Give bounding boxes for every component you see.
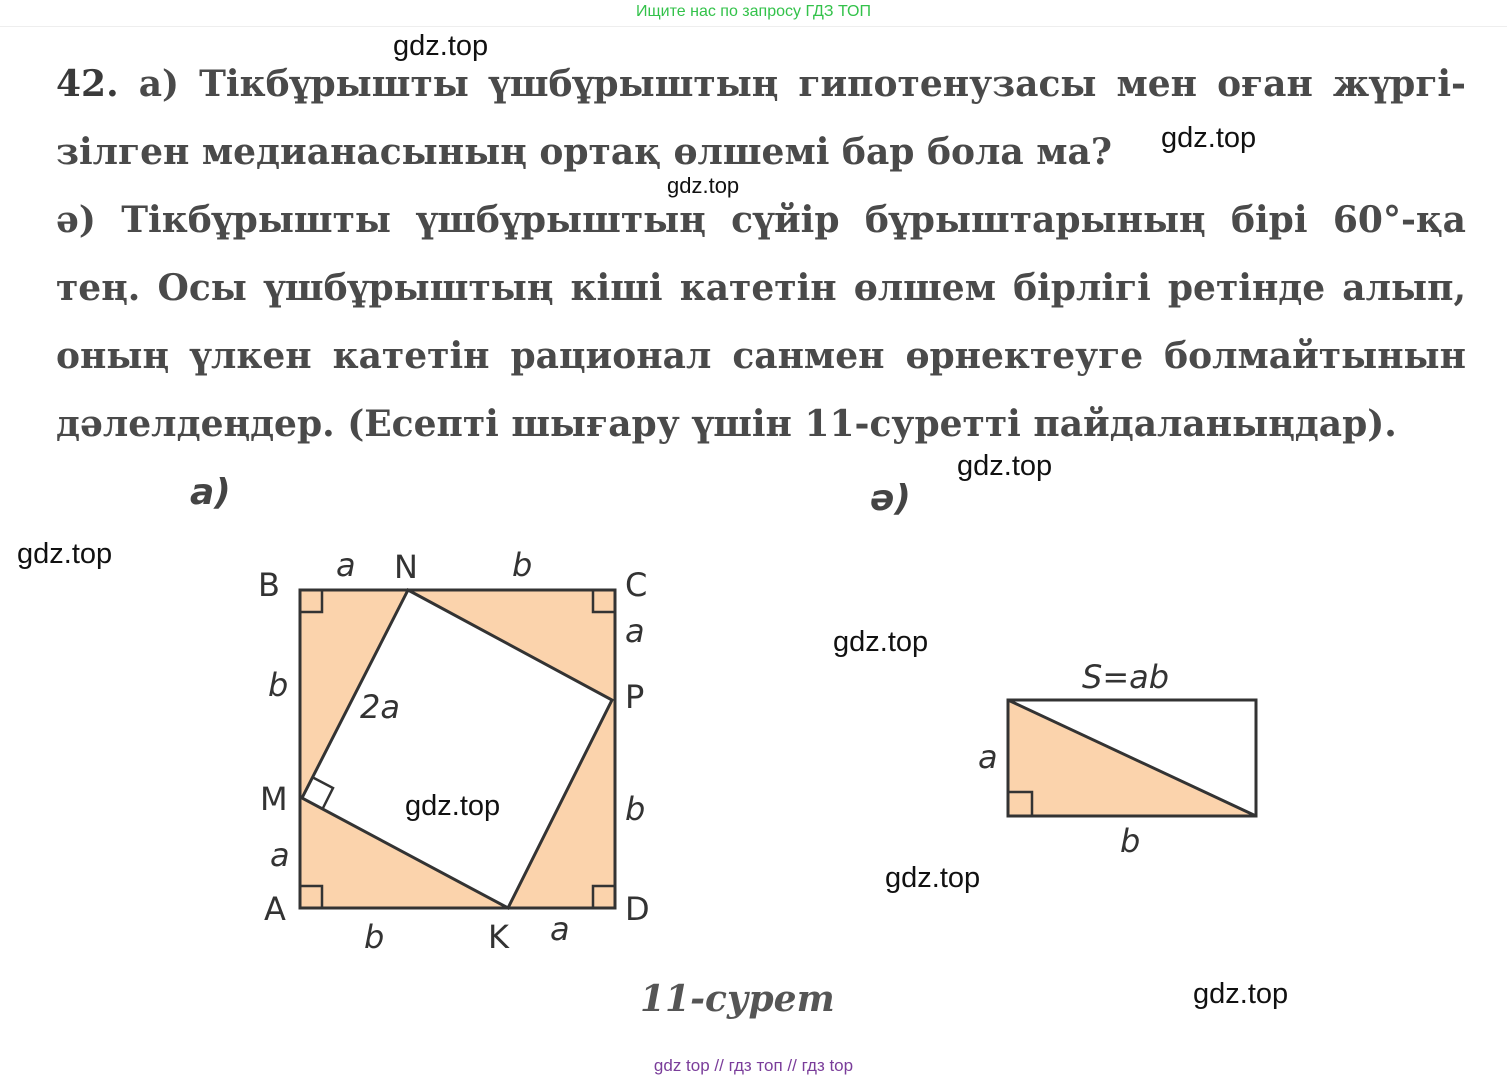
segment-kd: a <box>550 910 570 948</box>
watermark: gdz.top <box>885 862 981 894</box>
footer-links[interactable]: gdz top // гдз топ // гдз top <box>653 1056 854 1075</box>
watermark: gdz.top <box>17 538 113 570</box>
watermark: gdz.top <box>957 450 1053 482</box>
problem-line-4: тең. Осы үшбұрыштың кіші катетін өлшем бірлігі ретінде алып, <box>56 267 1466 309</box>
figure-a-label: а) <box>190 472 231 513</box>
segment-pd: b <box>625 790 646 828</box>
segment-ak: b <box>364 918 385 956</box>
vertex-p: P <box>625 678 645 716</box>
watermark: gdz.top <box>393 30 489 62</box>
segment-mn: 2a <box>360 688 400 726</box>
problem-line-1: 42. а) Тікбұрышты үшбұрыштың гипотенузасы мен оған жүргі- <box>56 63 1466 105</box>
vertex-b: B <box>258 566 280 604</box>
segment-bn: a <box>336 546 356 584</box>
watermark: gdz.top <box>667 173 740 198</box>
top-banner[interactable]: Ищите нас по запросу ГДЗ ТОП <box>0 0 1507 27</box>
watermark: gdz.top <box>405 790 501 822</box>
vertex-d: D <box>625 890 650 928</box>
vertex-k: K <box>488 918 509 956</box>
side-a-label: a <box>978 738 998 776</box>
figure-b-diagram <box>970 650 1280 865</box>
segment-nc: b <box>512 546 533 584</box>
segment-cp: a <box>625 612 645 650</box>
problem-line-3: ә) Тікбұрышты үшбұрыштың сүйір бұрыштарының бірі 60°-қа <box>56 199 1466 241</box>
watermark: gdz.top <box>1193 978 1289 1010</box>
vertex-m: M <box>260 780 288 818</box>
problem-number: 42. <box>56 63 119 105</box>
segment-bm: b <box>268 666 289 704</box>
figure-caption: 11-сурет <box>640 978 835 1020</box>
watermark: gdz.top <box>1161 122 1257 154</box>
problem-line-2: зілген медианасының ортақ өлшемі бар бола ма? <box>56 131 1112 173</box>
vertex-c: C <box>625 566 648 604</box>
figure-a-diagram <box>250 540 670 960</box>
area-label: S=ab <box>1082 658 1170 696</box>
side-b-label: b <box>1120 822 1141 860</box>
vertex-a: A <box>264 890 286 928</box>
segment-ma: a <box>270 836 290 874</box>
vertex-n: N <box>394 548 418 586</box>
problem-text <box>56 50 1466 458</box>
problem-line-5: оның үлкен катетін рационал санмен өрнектеуге болмайтынын <box>56 335 1466 377</box>
figure-b-label: ә) <box>870 478 911 519</box>
watermark: gdz.top <box>833 626 929 658</box>
problem-line-6: дәлелдеңдер. (Есепті шығару үшін 11-суретті пайдаланыңдар). <box>56 403 1397 445</box>
